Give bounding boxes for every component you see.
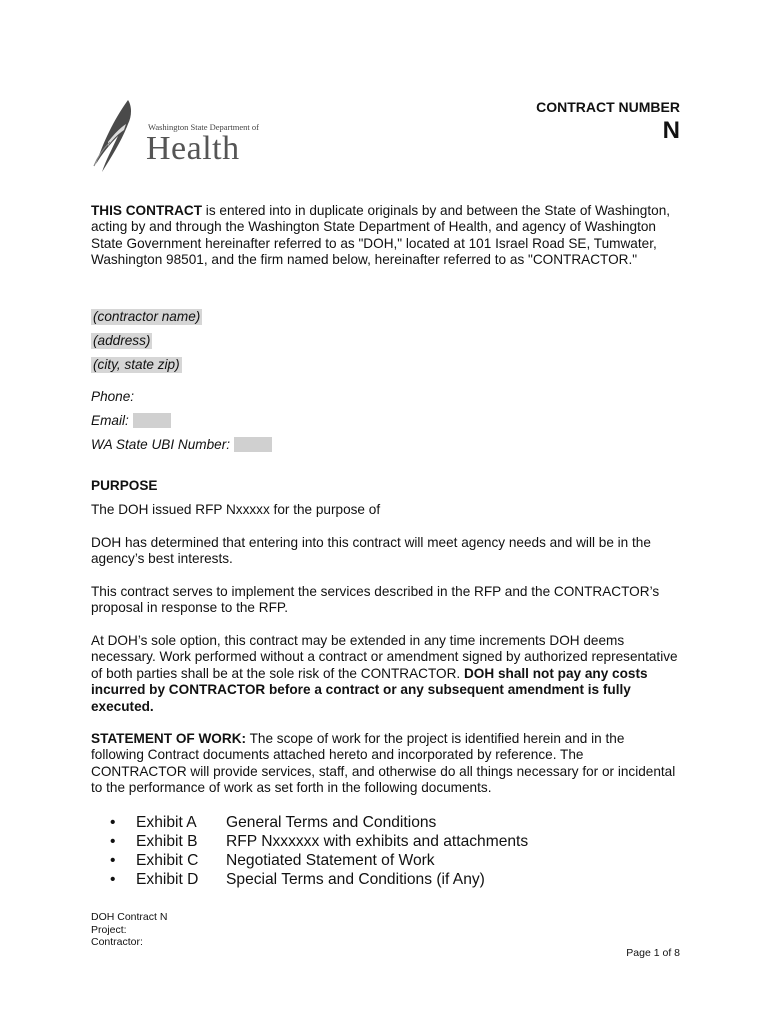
logo-department-text: Washington State Department of — [148, 122, 259, 132]
purpose-paragraph-2: DOH has determined that entering into this contract will meet agency needs and will be in the agency’s best interests. — [91, 535, 651, 567]
exhibit-description: Negotiated Statement of Work — [226, 852, 435, 869]
contractor-name-field[interactable]: (contractor name) — [93, 309, 201, 324]
contract-number-label: CONTRACT NUMBER — [536, 99, 680, 115]
exhibit-name: Exhibit A — [136, 814, 197, 831]
sow-text: The scope of work for the project is identified herein and in the following Contract documents attached hereto and incorporated by reference. The CONTRACTOR will provide services, staff, and otherwise do all things necessary for or incidental to the performance of work as set forth in the following documents. — [91, 731, 676, 796]
footer-project: Project: — [91, 923, 127, 936]
purpose-heading: PURPOSE — [91, 478, 158, 493]
bullet-icon: • — [110, 871, 116, 888]
purpose-paragraph-4 — [91, 633, 681, 715]
intro-lead: THIS CONTRACT — [91, 203, 203, 218]
exhibit-description: General Terms and Conditions — [226, 814, 437, 831]
contractor-address-field[interactable]: (address) — [93, 333, 151, 348]
exhibit-description: RFP Nxxxxxx with exhibits and attachments — [226, 833, 529, 850]
contractor-address-line — [91, 333, 681, 349]
ubi-field[interactable] — [234, 437, 272, 452]
exhibit-name: Exhibit C — [136, 852, 199, 869]
exhibit-item-a — [110, 813, 528, 832]
contractor-city-field[interactable]: (city, state zip) — [93, 357, 180, 372]
bullet-icon: • — [110, 833, 116, 850]
phone-line — [91, 389, 681, 405]
sow-lead: STATEMENT OF WORK: — [91, 731, 247, 746]
extension-bold-text: DOH shall not pay any costs incurred by CONTRACTOR before a contract or any subsequent amendment is fully executed. — [91, 665, 648, 714]
contractor-city-line — [91, 357, 681, 373]
email-line — [91, 413, 681, 429]
exhibit-name: Exhibit B — [136, 833, 198, 850]
contract-number-value: N — [662, 117, 680, 144]
statement-of-work-paragraph — [91, 731, 681, 797]
intro-text: is entered into in duplicate originals by and between the State of Washington, acting by and through the Washington State Department of Health, and agency of Washington State Government hereinafter referred to as "DOH," located at 101 Israel Road SE, Tumwater, Washington 98501, and the firm named below, hereinafter referred to as "CONTRACTOR." — [91, 203, 671, 268]
exhibit-list — [110, 813, 528, 889]
exhibit-item-d — [110, 870, 528, 889]
bullet-icon: • — [110, 852, 116, 869]
exhibit-description: Special Terms and Conditions (if Any) — [226, 871, 485, 888]
page-number: Page 1 of 8 — [626, 947, 680, 959]
purpose-paragraph-3: This contract serves to implement the services described in the RFP and the CONTRACTOR’s proposal in response to the RFP. — [91, 584, 660, 616]
footer-contract: DOH Contract N — [91, 911, 168, 923]
exhibit-item-b — [110, 832, 528, 851]
ubi-label: WA State UBI Number: — [91, 437, 231, 452]
intro-paragraph — [91, 203, 681, 269]
phone-label: Phone: — [91, 389, 135, 404]
bullet-icon: • — [110, 814, 116, 831]
contractor-name-line — [91, 309, 681, 325]
exhibit-item-c — [110, 851, 528, 870]
doh-logo — [88, 94, 263, 184]
footer-contractor: Contractor: — [91, 936, 143, 948]
email-label: Email: — [91, 413, 129, 428]
purpose-paragraph-1: The DOH issued RFP Nxxxxx for the purpose of — [91, 502, 381, 517]
extension-text: At DOH’s sole option, this contract may be extended in any time increments DOH deems necessary. Work performed without a contract or amendment signed by authorized representative of both parties shall be at the sole risk of the CONTRACTOR. — [91, 633, 678, 681]
exhibit-name: Exhibit D — [136, 871, 199, 888]
logo-health-text: Health — [146, 130, 240, 167]
footer — [91, 911, 167, 949]
ubi-line — [91, 437, 681, 453]
email-field[interactable] — [133, 413, 171, 428]
